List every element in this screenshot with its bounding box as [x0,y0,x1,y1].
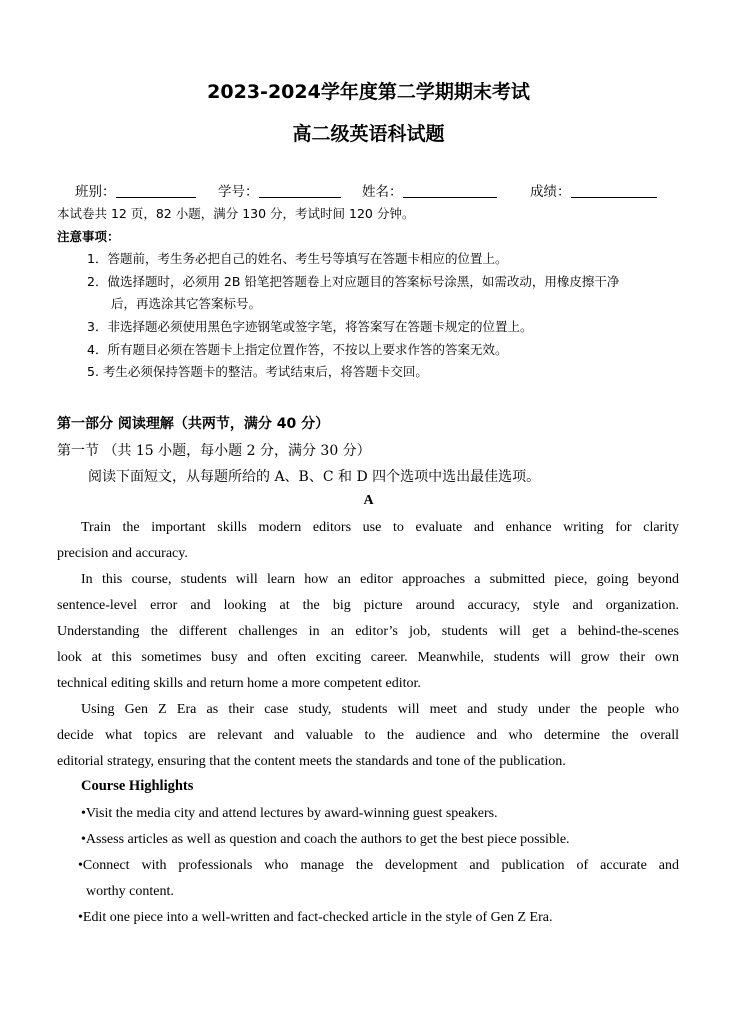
class-field[interactable] [75,180,196,200]
paragraph-line: In this course, students will learn how an editor approaches a submitted piece, going beyond [81,572,679,587]
paragraph-line: editorial strategy, ensuring that the content meets the standards and tone of the publication. [57,754,566,769]
passage-letter: A [363,493,374,508]
class-blank[interactable] [116,183,196,198]
paragraph-line: look at this sometimes busy and often exciting career. Meanwhile, students will grow their own [57,650,679,665]
exam-title: 2023-2024学年度第二学期期末考试 [207,81,530,103]
highlight-item: •Connect with professionals who manage the development and publication of accurate and [78,858,679,873]
paragraph-line: precision and accuracy. [57,546,188,561]
paragraph-line: Using Gen Z Era as their case study, students will meet and study under the people who [81,702,679,717]
student-id-field[interactable] [218,180,341,200]
notice-item-continued: 后，再选涂其它答案标号。 [111,296,262,311]
highlight-item: •Assess articles as well as question and coach the authors to get the best piece possible. [81,832,570,847]
student-id-label: 学号： [218,184,259,200]
notice-item: 2．做选择题时，必须用 2B 铅笔把答题卷上对应题目的答案标号涂黑，如需改动，用橡皮擦干净 [87,274,620,289]
highlight-item: •Visit the media city and attend lectures by award-winning guest speakers. [81,806,498,821]
section-heading: 第一节 （共 15 小题，每小题 2 分，满分 30 分） [57,443,371,459]
notice-item: 4．所有题目必须在答题卡上指定位置作答，不按以上要求作答的答案无效。 [87,342,508,357]
paragraph-line: sentence-level error and looking at the big picture around accuracy, style and organization. [57,598,679,613]
name-label: 姓名： [362,184,403,200]
name-blank[interactable] [403,183,497,198]
student-id-blank[interactable] [259,183,341,198]
score-label: 成绩： [530,184,571,200]
name-field[interactable] [362,180,497,200]
class-label: 班别： [75,184,116,200]
passage-paragraph-2 [57,567,679,697]
paragraph-line: Train the important skills modern editors use to evaluate and enhance writing for clarity [81,520,679,535]
paragraph-line: Understanding the different challenges in an editor’s job, students will get a behind-the-scenes [57,624,679,639]
instruction: 阅读下面短文，从每题所给的 A、B、C 和 D 四个选项中选出最佳选项。 [88,469,541,485]
paragraph-line: decide what topics are relevant and valuable to the audience and who determine the overall [57,728,679,743]
notice-item: 1．答题前，考生务必把自己的姓名、考生号等填写在答题卡相应的位置上。 [87,251,508,266]
part-heading: 第一部分 阅读理解（共两节，满分 40 分） [57,416,330,432]
score-blank[interactable] [571,183,657,198]
exam-subtitle: 高二级英语科试题 [292,123,445,145]
highlight-item: •Edit one piece into a well-written and fact-checked article in the style of Gen Z Era. [78,910,553,925]
highlights-heading: Course Highlights [81,778,194,794]
notice-item: 3．非选择题必须使用黑色字迹钢笔或签字笔，将答案写在答题卡规定的位置上。 [87,319,533,334]
notice-item: 5. 考生必须保持答题卡的整洁。考试结束后，将答题卡交回。 [87,364,428,379]
passage-paragraph-3 [57,697,679,775]
paragraph-line: technical editing skills and return home a more competent editor. [57,676,421,691]
passage-paragraph-1 [57,515,679,567]
highlight-item-continued: worthy content. [86,884,174,899]
score-field[interactable] [530,180,657,200]
highlights-list [78,801,679,931]
notice-heading: 注意事项： [57,229,120,244]
exam-meta: 本试卷共 12 页，82 小题，满分 130 分，考试时间 120 分钟。 [57,206,415,221]
